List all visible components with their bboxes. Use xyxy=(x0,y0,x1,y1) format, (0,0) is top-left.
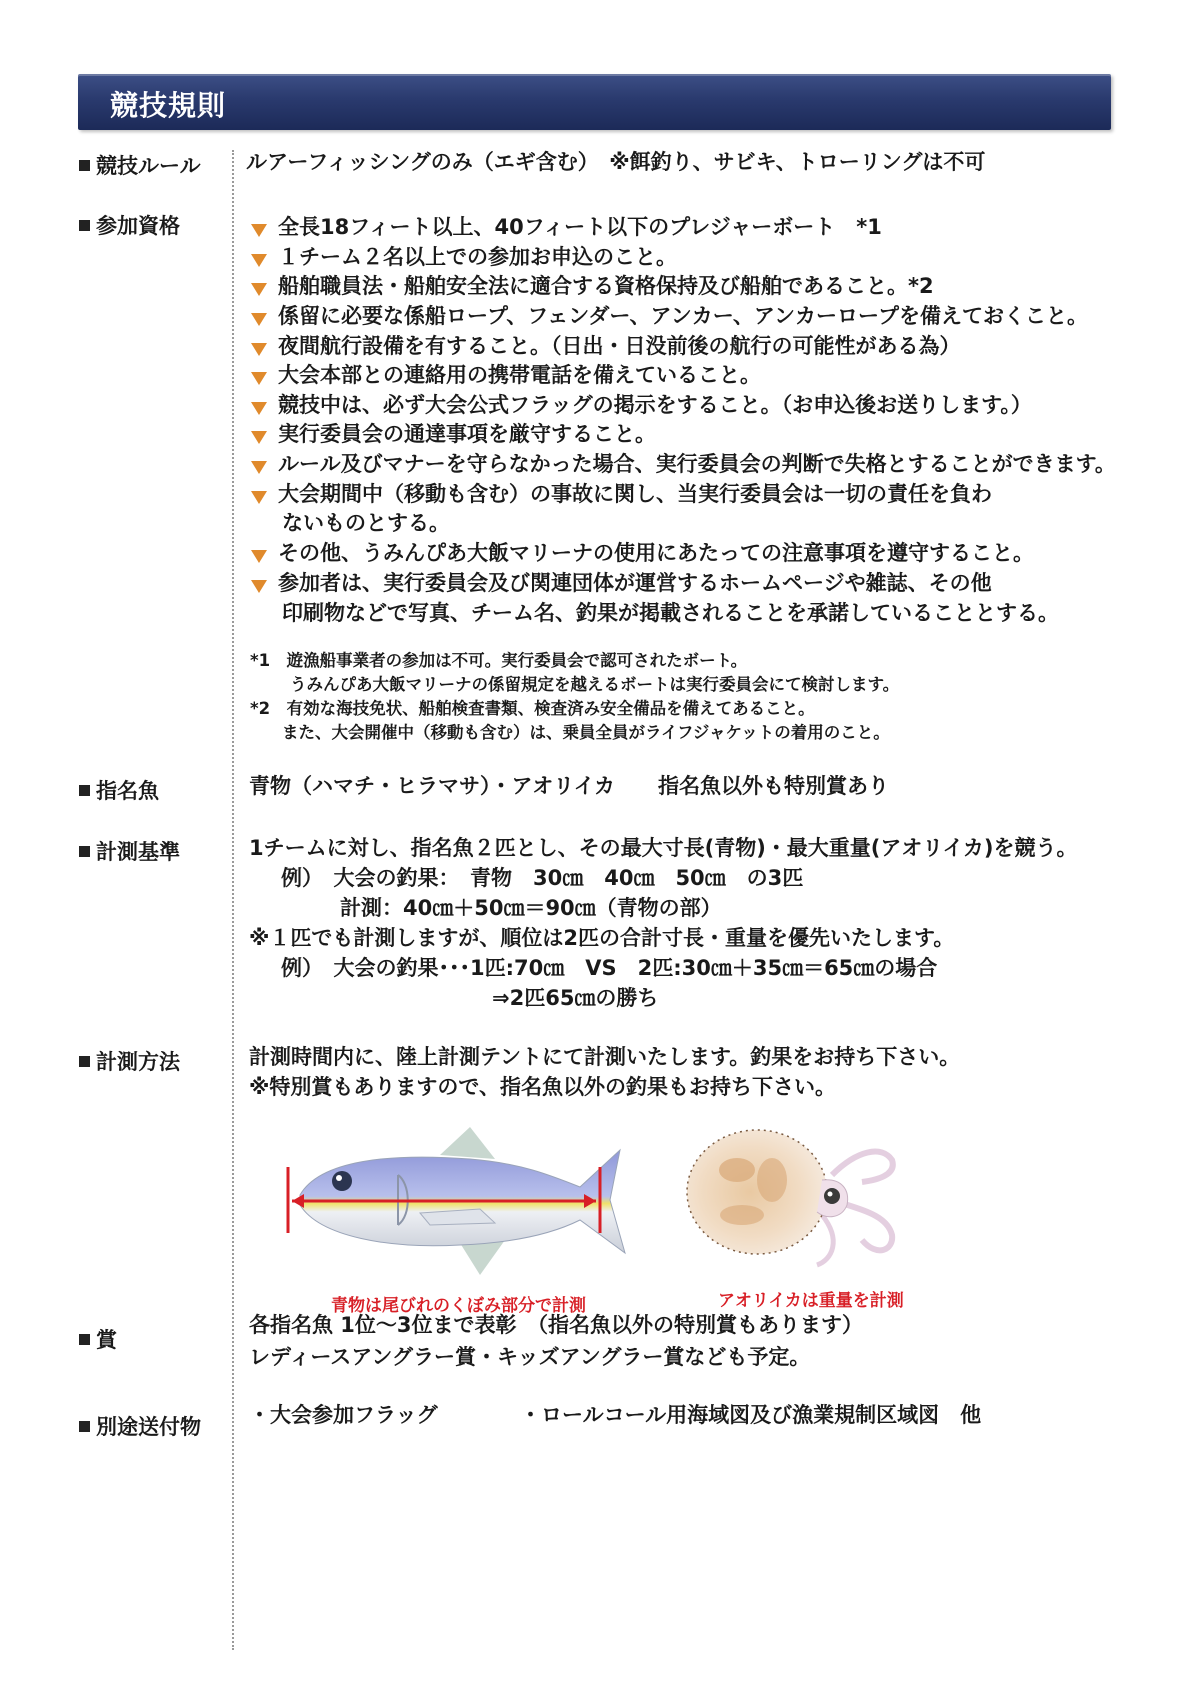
measure-standard-line: 計測：40㎝＋50㎝＝90㎝（青物の部） xyxy=(340,896,722,920)
footnote: *2 有効な海技免状、船舶検査書類、検査済み安全備品を備えてあること。 xyxy=(250,699,815,718)
target-fish-note: 指名魚以外も特別賞あり xyxy=(658,774,889,798)
squid-illustration xyxy=(682,1120,912,1270)
label-target-fish: 指名魚 xyxy=(79,775,159,805)
eligibility-item: 船舶職員法・船舶安全法に適合する資格保持及び船舶であること。*2 xyxy=(278,274,934,298)
square-bullet-icon xyxy=(79,1421,90,1432)
square-bullet-icon xyxy=(79,160,90,171)
square-bullet-icon xyxy=(79,1334,90,1345)
square-bullet-icon xyxy=(79,220,90,231)
eligibility-item: 係留に必要な係船ロープ、フェンダー、アンカー、アンカーロープを備えておくこと。 xyxy=(278,304,1088,328)
label-prize: 賞 xyxy=(79,1324,117,1354)
measure-standard-line: ⇒2匹65㎝の勝ち xyxy=(492,986,659,1010)
eligibility-item: 大会期間中（移動も含む）の事故に関し、当実行委員会は一切の責任を負わ xyxy=(278,482,992,506)
target-fish-text: 青物（ハマチ・ヒラマサ）・アオリイカ xyxy=(249,774,616,798)
label-eligibility: 参加資格 xyxy=(79,210,180,240)
label-enclosures: 別途送付物 xyxy=(79,1411,201,1441)
measure-standard-line: 例） 大会の釣果･･･1匹:70㎝ VS 2匹:30㎝＋35㎝＝65㎝の場合 xyxy=(281,956,938,980)
footnote: また、大会開催中（移動も含む）は、乗員全員がライフジャケットの着用のこと。 xyxy=(282,723,890,742)
eligibility-item: １チーム２名以上での参加お申込のこと。 xyxy=(278,245,677,269)
triangle-bullet-icon xyxy=(251,372,267,385)
rule-text: ルアーフィッシングのみ（エギ含む） ※餌釣り、サビキ、トローリングは不可 xyxy=(246,150,986,174)
footnote: うみんぴあ大飯マリーナの係留規定を越えるボートは実行委員会にて検討します。 xyxy=(290,675,900,694)
measure-standard-line: 例） 大会の釣果： 青物 30㎝ 40㎝ 50㎝ の3匹 xyxy=(281,866,804,890)
prize-line: レディースアングラー賞・キッズアングラー賞なども予定。 xyxy=(249,1345,811,1369)
section-banner xyxy=(78,74,1111,130)
page-title: 競技規則 xyxy=(110,89,227,122)
fish-measure-caption: 青物は尾びれのくぼみ部分で計測 xyxy=(331,1296,586,1316)
eligibility-item: 競技中は、必ず大会公式フラッグの掲示をすること。（お申込後お送りします。） xyxy=(278,393,1032,417)
label-measure-method: 計測方法 xyxy=(79,1046,180,1076)
squid-measure-caption: アオリイカは重量を計測 xyxy=(718,1291,904,1311)
triangle-bullet-icon xyxy=(251,402,267,415)
triangle-bullet-icon xyxy=(251,580,267,593)
eligibility-item: ルール及びマナーを守らなかった場合、実行委員会の判断で失格とすることができます。 xyxy=(278,452,1116,476)
triangle-bullet-icon xyxy=(251,343,267,356)
prize-line: 各指名魚 1位～3位まで表彰 （指名魚以外の特別賞もあります） xyxy=(249,1313,864,1337)
triangle-bullet-icon xyxy=(251,224,267,237)
measure-standard-line: 1チームに対し、指名魚２匹とし、その最大寸長(青物)・最大重量(アオリイカ)を競う。 xyxy=(249,836,1078,860)
eligibility-item: 大会本部との連絡用の携帯電話を備えていること。 xyxy=(278,363,761,387)
measure-method-line: 計測時間内に、陸上計測テントにて計測いたします。釣果をお持ち下さい。 xyxy=(249,1045,961,1069)
square-bullet-icon xyxy=(79,846,90,857)
triangle-bullet-icon xyxy=(251,550,267,563)
triangle-bullet-icon xyxy=(251,491,267,504)
triangle-bullet-icon xyxy=(251,313,267,326)
eligibility-item: 全長18フィート以上、40フィート以下のプレジャーボート *1 xyxy=(278,215,882,239)
measure-standard-line: ※１匹でも計測しますが、順位は2匹の合計寸長・重量を優先いたします。 xyxy=(249,926,955,950)
triangle-bullet-icon xyxy=(251,461,267,474)
triangle-bullet-icon xyxy=(251,431,267,444)
eligibility-item: 参加者は、実行委員会及び関連団体が運営するホームページや雑誌、その他 xyxy=(278,571,992,595)
eligibility-item-continued: ないものとする。 xyxy=(282,511,450,535)
yellowtail-fish-illustration xyxy=(280,1125,650,1285)
triangle-bullet-icon xyxy=(251,283,267,296)
column-divider xyxy=(232,150,234,1650)
eligibility-item: 夜間航行設備を有すること。（日出・日没前後の航行の可能性がある為） xyxy=(278,334,961,358)
eligibility-item-continued: 印刷物などで写真、チーム名、釣果が掲載されることを承諾していることとする。 xyxy=(282,601,1059,625)
square-bullet-icon xyxy=(79,785,90,796)
label-rule: 競技ルール xyxy=(79,150,201,180)
label-measure-standard: 計測基準 xyxy=(79,836,180,866)
enclosure-item: ・ロールコール用海域図及び漁業規制区域図 他 xyxy=(520,1403,982,1427)
triangle-bullet-icon xyxy=(251,254,267,267)
enclosure-item: ・大会参加フラッグ xyxy=(249,1403,438,1427)
measure-method-line: ※特別賞もありますので、指名魚以外の釣果もお持ち下さい。 xyxy=(249,1075,836,1099)
square-bullet-icon xyxy=(79,1056,90,1067)
footnote: *1 遊漁船事業者の参加は不可。実行委員会で認可されたボート。 xyxy=(250,651,748,670)
eligibility-item: 実行委員会の通達事項を厳守すること。 xyxy=(278,422,656,446)
eligibility-item: その他、うみんぴあ大飯マリーナの使用にあたっての注意事項を遵守すること。 xyxy=(278,541,1034,565)
